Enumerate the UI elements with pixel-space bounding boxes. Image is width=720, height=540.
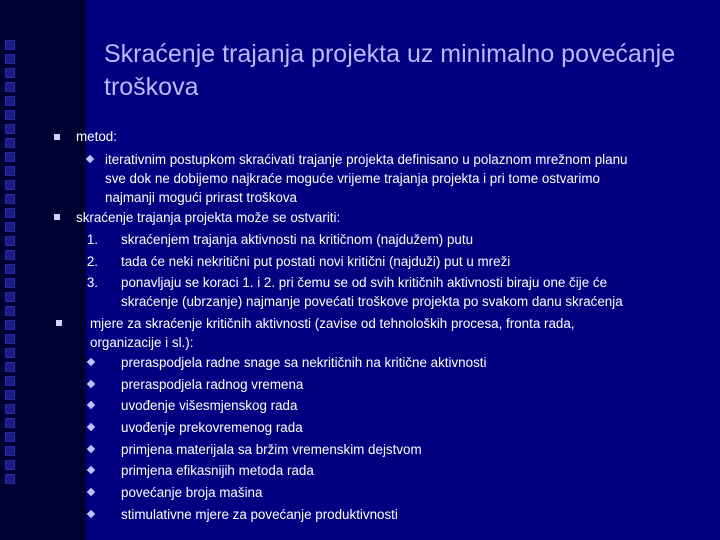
method-sub-line: iterativnim postupkom skraćivati trajanje projekta definisano u polaznom mrežnom planu bbox=[105, 152, 628, 167]
step-text: skraćenjem trajanja aktivnosti na kritičnom (najdužem) putu bbox=[121, 232, 474, 247]
measure-item: preraspodjela radne snage sa nekritičnih na kritične aktivnosti bbox=[121, 355, 487, 370]
square-bullet-icon bbox=[56, 320, 62, 326]
measure-item: preraspodjela radnog vremena bbox=[121, 377, 304, 392]
measure-item: povećanje broja mašina bbox=[121, 485, 263, 500]
diamond-bullet-icon bbox=[86, 155, 94, 163]
diamond-bullet-icon bbox=[87, 423, 95, 431]
slide-title: Skraćenje trajanja projekta uz minimalno povećanje troškova bbox=[104, 40, 676, 101]
step-number: 1. bbox=[86, 232, 98, 247]
diamond-bullet-icon bbox=[87, 380, 95, 388]
step-number: 3. bbox=[86, 275, 98, 290]
method-sub-line: najmanji mogući prirast troškova bbox=[105, 190, 298, 205]
method-sub-line: sve dok ne dobijemo najkraće moguće vrijeme trajanja projekta i pri tome ostvarimo bbox=[105, 171, 600, 186]
square-bullet-icon bbox=[54, 214, 60, 220]
square-bullet-icon bbox=[54, 134, 60, 140]
measure-item: stimulativne mjere za povećanje produktivnosti bbox=[121, 507, 398, 522]
step-number: 2. bbox=[86, 254, 98, 269]
measure-item: primjena efikasnijih metoda rada bbox=[121, 463, 314, 478]
diamond-bullet-icon bbox=[87, 401, 95, 409]
shortening-intro: skraćenje trajanja projekta može se ostvariti: bbox=[76, 210, 341, 225]
measure-item: primjena materijala sa bržim vremenskim dejstvom bbox=[121, 442, 422, 457]
diamond-bullet-icon bbox=[87, 466, 95, 474]
diamond-bullet-icon bbox=[87, 358, 95, 366]
measure-item: uvođenje prekovremenog rada bbox=[121, 420, 303, 435]
measure-item: uvođenje višesmjenskog rada bbox=[121, 398, 298, 413]
diamond-bullet-icon bbox=[87, 510, 95, 518]
diamond-bullet-icon bbox=[87, 445, 95, 453]
step-text: ponavljaju se koraci 1. i 2. pri čemu se od svih kritičnih aktivnosti biraju one čije će bbox=[121, 275, 608, 290]
step-text: tada će neki nekritični put postati novi kritični (najduži) put u mreži bbox=[121, 254, 511, 269]
method-label: metod: bbox=[76, 129, 117, 144]
measures-intro-line: mjere za skraćenje kritičnih aktivnosti (zavise od tehnoloških procesa, fronta rada, bbox=[90, 316, 575, 331]
diamond-bullet-icon bbox=[87, 488, 95, 496]
step-text-continuation: skraćenje (ubrzanje) najmanje povećati troškove projekta po svakom danu skraćenja bbox=[121, 294, 623, 309]
measures-intro-line: organizacije i sl.): bbox=[90, 335, 194, 350]
